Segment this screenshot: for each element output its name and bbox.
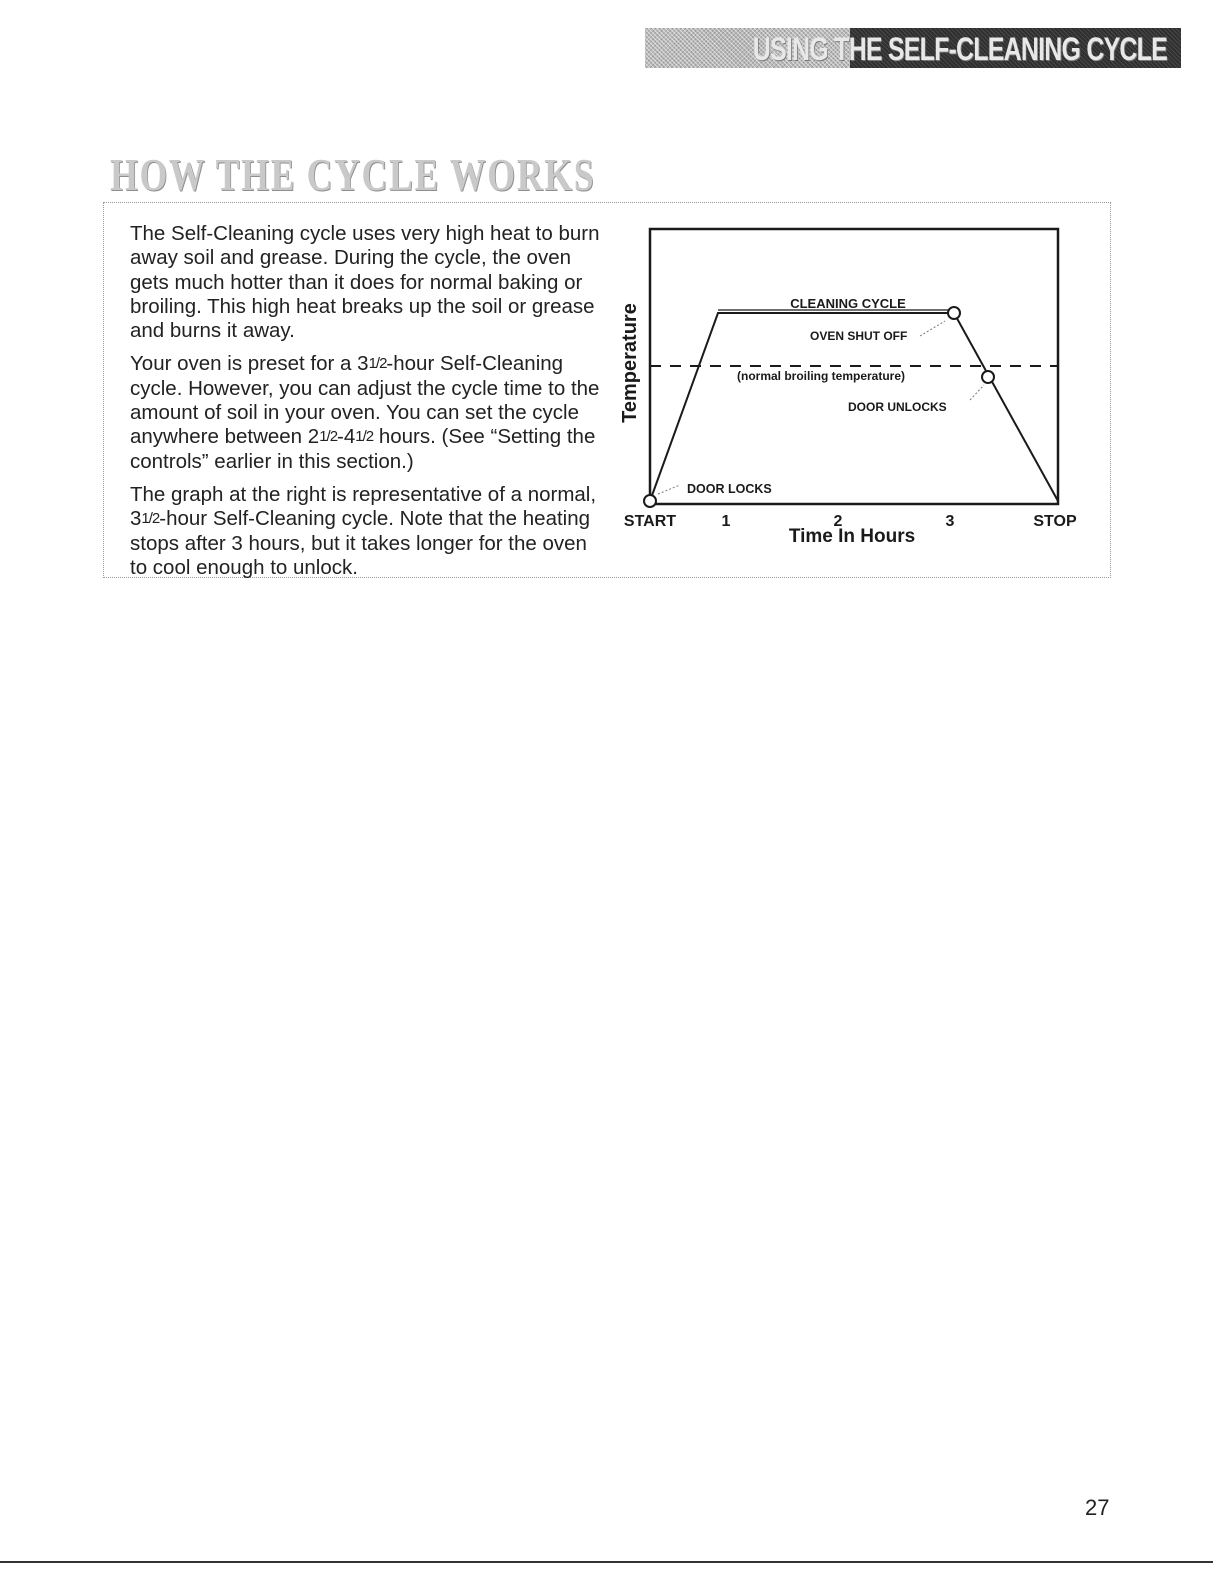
unlocks-leader <box>970 385 984 400</box>
shut-off-leader <box>920 321 945 336</box>
section-title: HOW THE CYCLE WORKS <box>110 149 596 200</box>
locks-leader <box>658 485 680 494</box>
paragraph-2-part-c: -4 <box>337 425 356 449</box>
x-tick-stop: STOP <box>1033 513 1077 530</box>
paragraph-3 <box>130 483 600 580</box>
bottom-rule <box>0 1561 1213 1563</box>
broiling-label: (normal broiling temperature) <box>737 369 906 383</box>
paragraph-1: The Self-Cleaning cycle uses very high heat to burn away soil and grease. During the cycle, the oven gets much hotter than it does for normal baking or broiling. This high heat breaks up the soil or grease and burns it away. <box>130 222 600 343</box>
door-unlocks-marker <box>982 371 994 383</box>
x-axis-label: Time In Hours <box>788 526 916 547</box>
door-locks-marker <box>644 495 656 507</box>
paragraph-2-part-d: hours. (See “Setting the controls” earlier in this section.) <box>130 425 596 473</box>
fraction: 1/2 <box>368 355 387 373</box>
paragraph-3-part-a: The graph at the right is representative of a normal, 3 <box>130 482 597 531</box>
cycle-chart <box>600 215 1090 560</box>
x-tick-start: START <box>623 513 677 530</box>
header-banner <box>645 28 1181 68</box>
door-locks-label: DOOR LOCKS <box>687 482 772 496</box>
x-tick-1: 1 <box>721 513 731 530</box>
paragraph-2-part-a: Your oven is preset for a 3 <box>130 352 369 376</box>
paragraph-2-part-b: -hour Self-Cleaning cycle. However, you can adjust the cycle time to the amount of soil in your oven. You can set the cycle anywhere between 2 <box>130 352 600 449</box>
header-banner-text: USING THE SELF-CLEANING CYCLE <box>752 31 1167 67</box>
page-number: 27 <box>1085 1495 1110 1520</box>
paragraph-3-part-b: -hour Self-Cleaning cycle. Note that the heating stops after 3 hours, but it takes longer for the oven to cool enough to unlock. <box>130 507 591 579</box>
x-tick-2: 2 <box>833 513 843 530</box>
oven-shut-off-label: OVEN SHUT OFF <box>810 329 908 343</box>
door-unlocks-label: DOOR UNLOCKS <box>848 400 947 414</box>
body-text <box>130 222 600 589</box>
fraction: 1/2 <box>355 428 374 446</box>
paragraph-2 <box>130 352 600 473</box>
oven-shut-off-marker <box>948 307 960 319</box>
fraction: 1/2 <box>319 428 338 446</box>
cleaning-cycle-label: CLEANING CYCLE <box>790 296 906 311</box>
x-tick-3: 3 <box>945 513 955 530</box>
y-axis-label: Temperature <box>619 303 641 423</box>
fraction: 1/2 <box>141 510 160 528</box>
